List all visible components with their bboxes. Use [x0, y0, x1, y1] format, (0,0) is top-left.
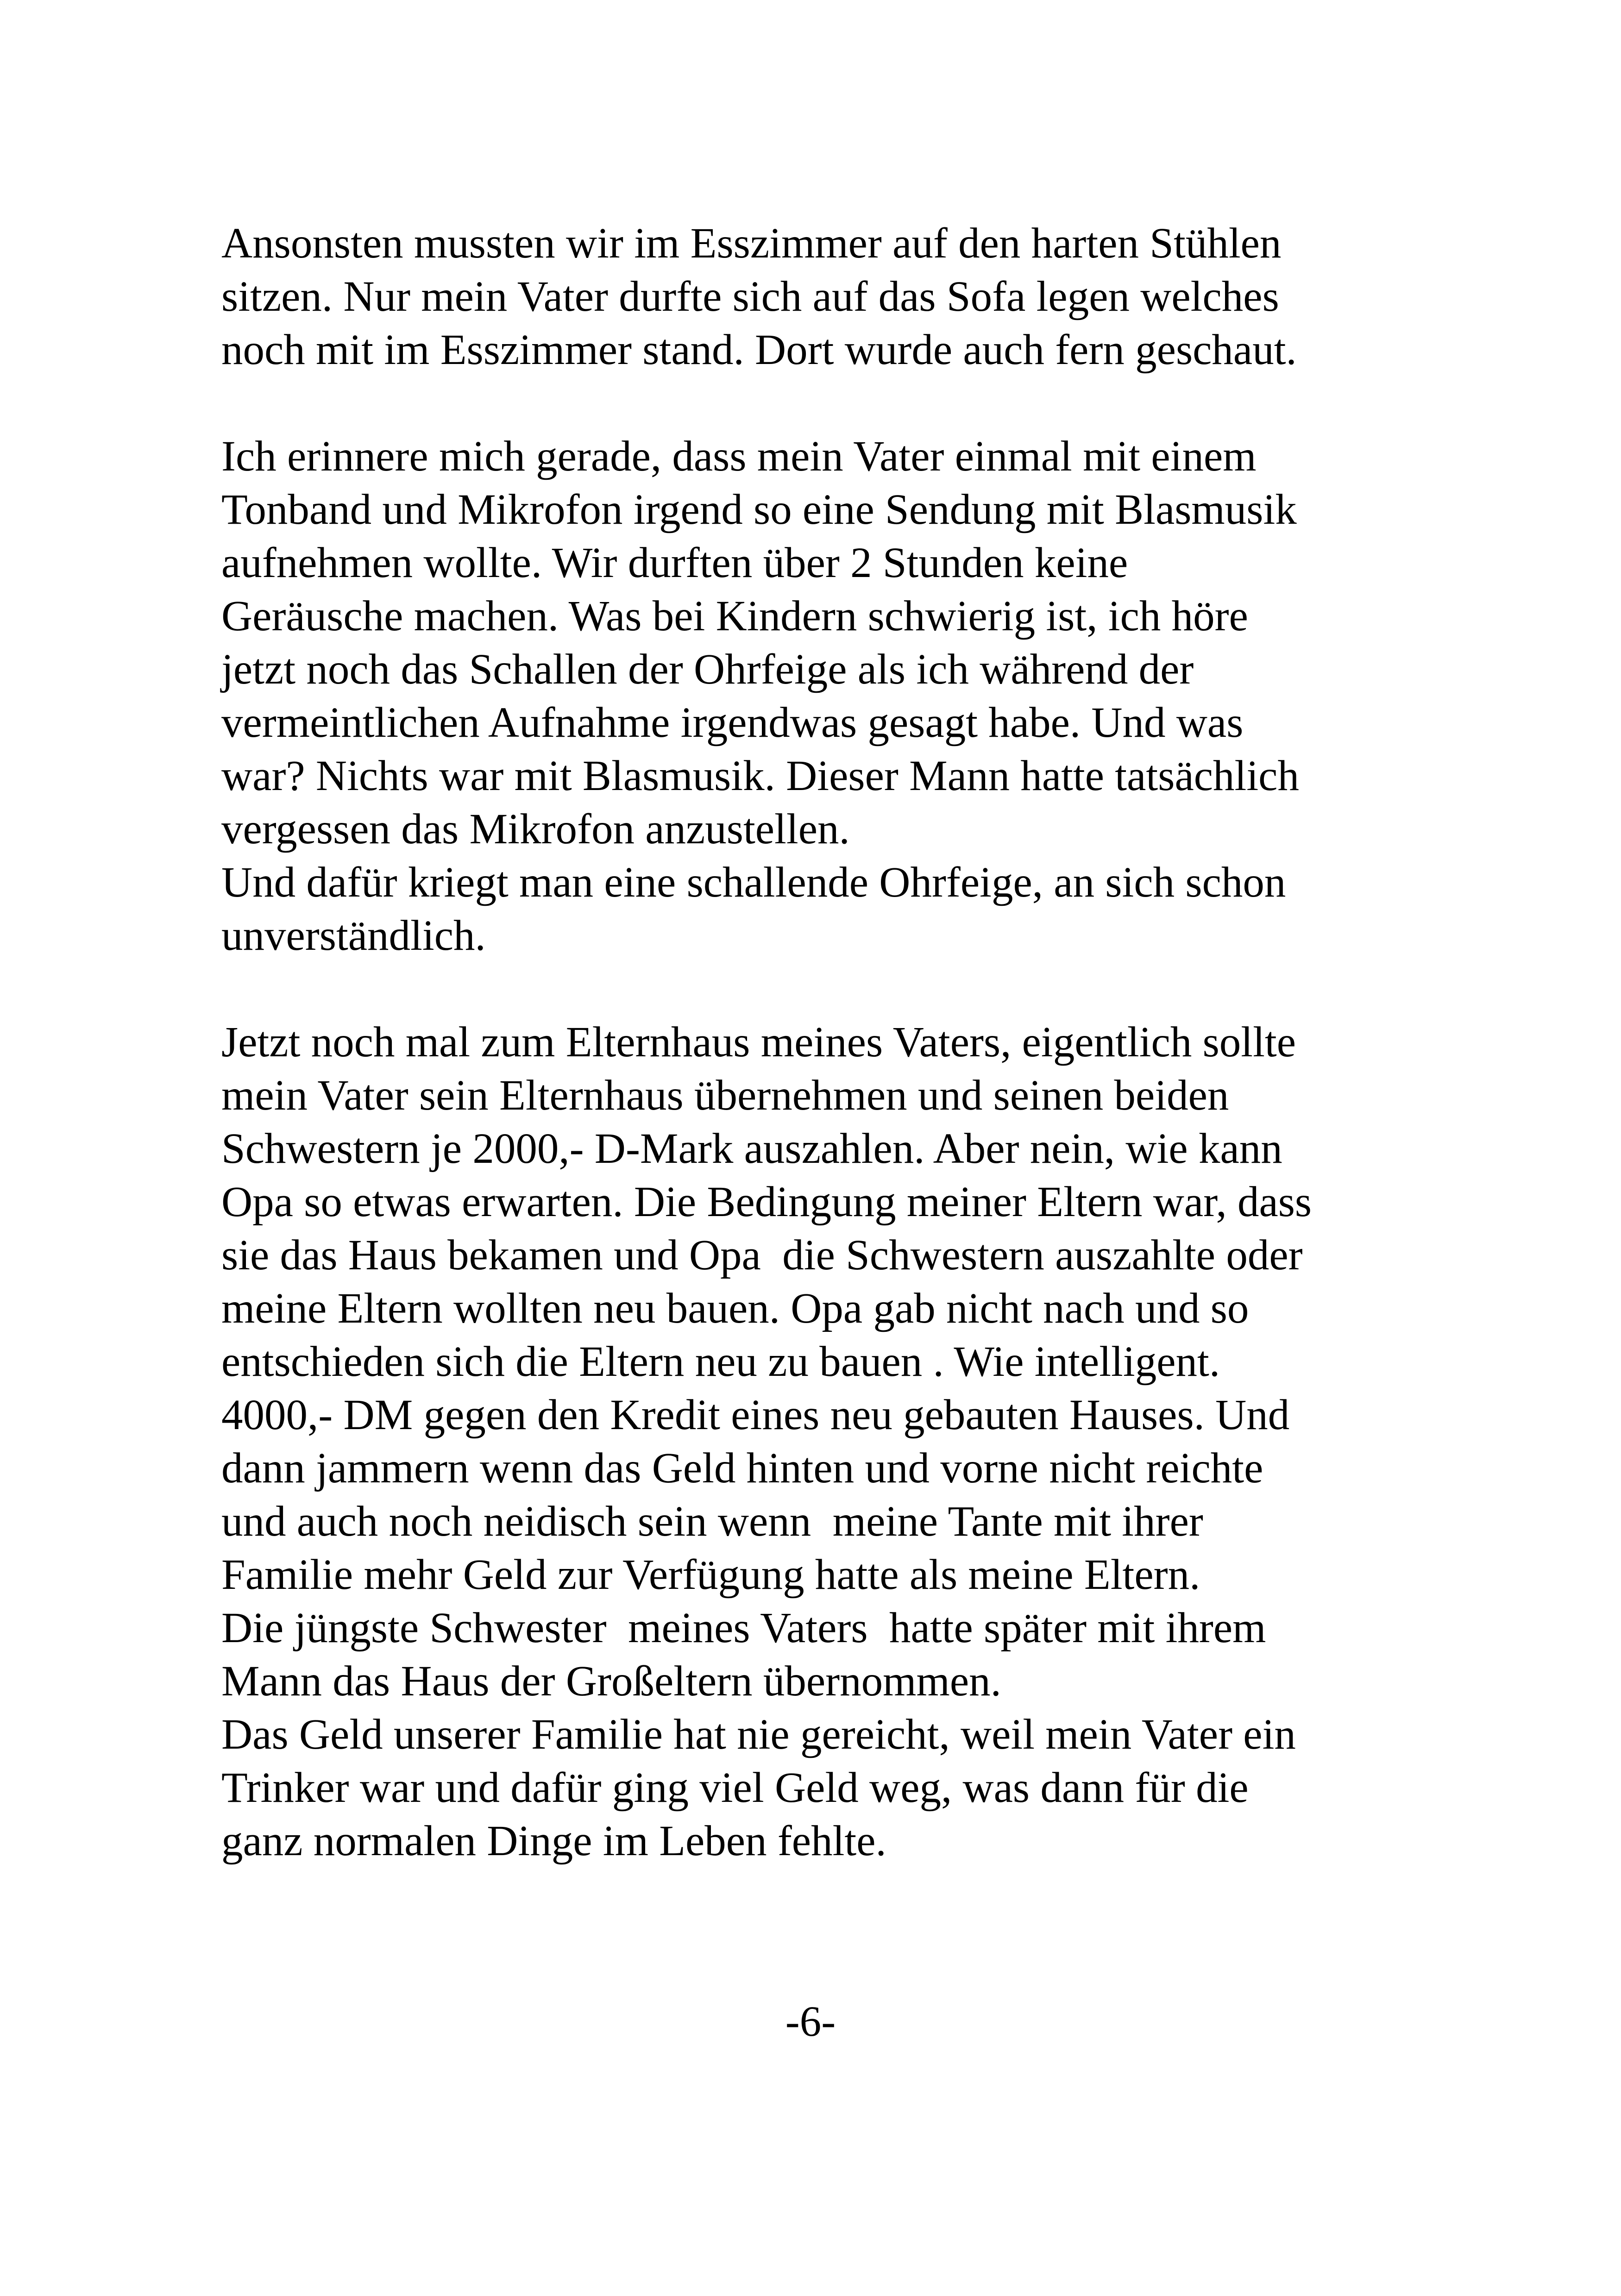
text-line: war? Nichts war mit Blasmusik. Dieser Mann hatte tatsächlich: [221, 752, 1299, 800]
page-number: -6-: [785, 1998, 836, 2045]
paragraph: [221, 430, 1509, 962]
text-line: entschieden sich die Eltern neu zu bauen . Wie intelligent.: [221, 1338, 1220, 1386]
text-line: mein Vater sein Elternhaus übernehmen und seinen beiden: [221, 1072, 1229, 1119]
text-line: ganz normalen Dinge im Leben fehlte.: [221, 1817, 886, 1865]
text-line: vergessen das Mikrofon anzustellen.: [221, 805, 850, 853]
text-line: Jetzt noch mal zum Elternhaus meines Vaters, eigentlich sollte: [221, 1018, 1296, 1066]
body-text: [221, 217, 1509, 1868]
text-line: Mann das Haus der Großeltern übernommen.: [221, 1657, 1001, 1705]
text-line: sie das Haus bekamen und Opa die Schwestern auszahlte oder: [221, 1231, 1303, 1279]
text-line: noch mit im Esszimmer stand. Dort wurde auch fern geschaut.: [221, 326, 1297, 374]
text-line: Geräusche machen. Was bei Kindern schwierig ist, ich höre: [221, 592, 1248, 640]
text-line: Die jüngste Schwester meines Vaters hatte später mit ihrem: [221, 1604, 1266, 1652]
text-line: Trinker war und dafür ging viel Geld weg, was dann für die: [221, 1764, 1249, 1812]
text-line: sitzen. Nur mein Vater durfte sich auf das Sofa legen welches: [221, 273, 1279, 320]
text-line: unverständlich.: [221, 912, 486, 960]
paragraph-gap: [221, 376, 1509, 430]
text-line: vermeintlichen Aufnahme irgendwas gesagt habe. Und was: [221, 699, 1244, 747]
text-line: Ich erinnere mich gerade, dass mein Vater einmal mit einem: [221, 433, 1257, 480]
text-line: dann jammern wenn das Geld hinten und vorne nicht reichte: [221, 1444, 1263, 1492]
text-line: Schwestern je 2000,- D-Mark auszahlen. Aber nein, wie kann: [221, 1125, 1282, 1173]
paragraph: [221, 217, 1509, 376]
text-line: und auch noch neidisch sein wenn meine Tante mit ihrer: [221, 1498, 1203, 1545]
text-line: Das Geld unserer Familie hat nie gereicht, weil mein Vater ein: [221, 1711, 1296, 1758]
text-line: jetzt noch das Schallen der Ohrfeige als ich während der: [221, 646, 1194, 693]
text-line: Opa so etwas erwarten. Die Bedingung meiner Eltern war, dass: [221, 1178, 1312, 1226]
paragraph: [221, 1016, 1509, 1868]
text-line: Tonband und Mikrofon irgend so eine Sendung mit Blasmusik: [221, 486, 1297, 533]
text-line: aufnehmen wollte. Wir durften über 2 Stunden keine: [221, 539, 1128, 587]
text-line: Ansonsten mussten wir im Esszimmer auf den harten Stühlen: [221, 220, 1282, 267]
text-line: meine Eltern wollten neu bauen. Opa gab nicht nach und so: [221, 1285, 1249, 1332]
text-line: Familie mehr Geld zur Verfügung hatte als meine Eltern.: [221, 1551, 1200, 1599]
text-line: 4000,- DM gegen den Kredit eines neu gebauten Hauses. Und: [221, 1391, 1290, 1439]
paragraph-gap: [221, 962, 1509, 1016]
text-line: Und dafür kriegt man eine schallende Ohrfeige, an sich schon: [221, 859, 1286, 906]
